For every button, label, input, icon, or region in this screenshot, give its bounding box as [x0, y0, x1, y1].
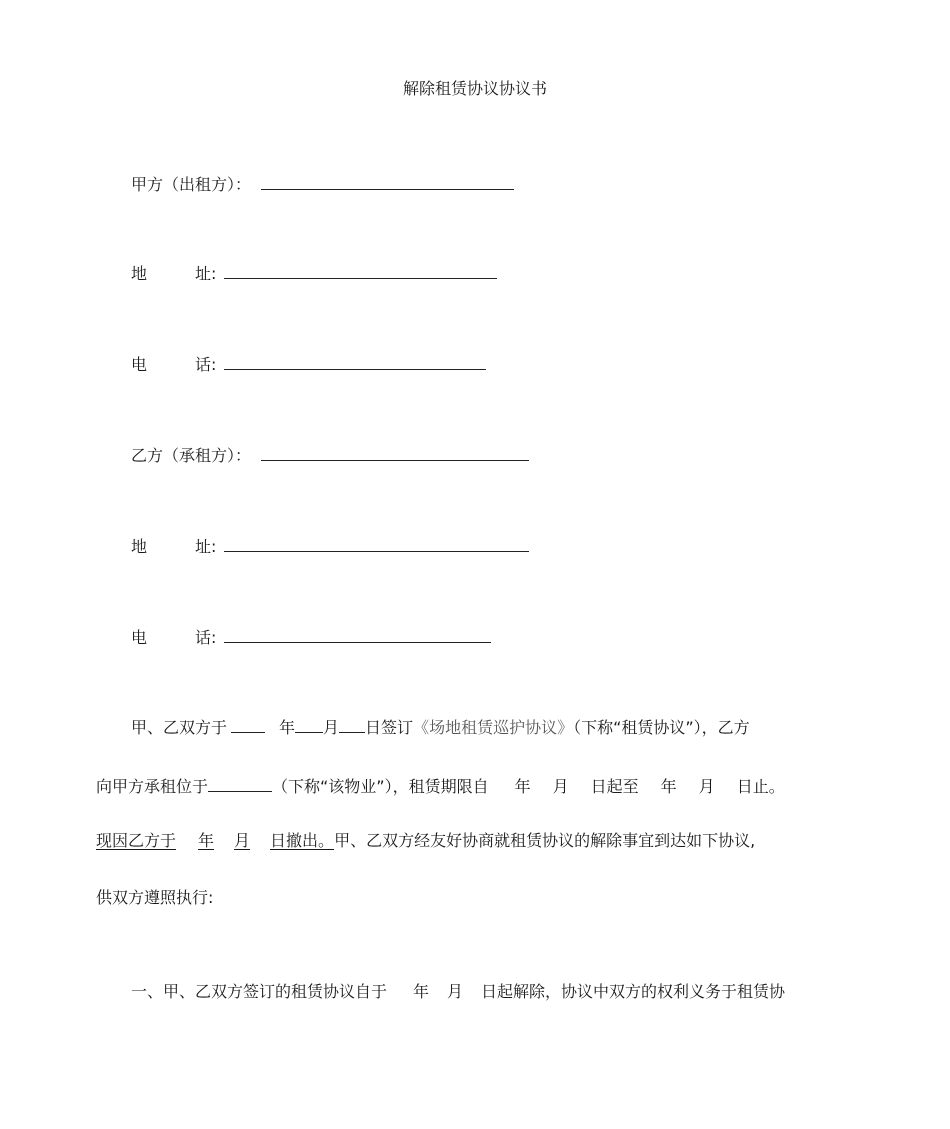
party-a-address-row — [131, 261, 497, 283]
paragraph-line-2 — [96, 774, 785, 796]
clause-text: 日起解除，协议中双方的权利义务于租赁协 — [481, 982, 786, 1001]
sign-month-blank[interactable] — [295, 715, 323, 733]
paragraph-line-4: 供双方遵照执行: — [96, 888, 214, 907]
month-label: 月 — [323, 718, 340, 737]
party-a-phone-blank[interactable] — [224, 352, 486, 370]
party-b-label: 乙方（承租方）： — [131, 446, 252, 465]
paragraph-text: 日签订 — [365, 718, 414, 737]
paragraph-text: 现因乙方于 — [96, 831, 177, 850]
party-b-phone-label: 电 — [131, 628, 148, 647]
month-label: 月 — [447, 982, 464, 1001]
clause-text: 一、甲、乙双方签订的租赁协议自于 — [131, 982, 388, 1001]
paragraph-text: 日起至 — [590, 777, 639, 796]
paragraph-text: 向甲方承租位于 — [96, 777, 209, 796]
party-a-phone-row — [131, 352, 486, 374]
party-a-address-blank[interactable] — [224, 261, 497, 279]
party-a-address-label-2: 址: — [195, 264, 217, 283]
paragraph-line-3 — [96, 830, 755, 852]
withdrawal-statement — [96, 831, 334, 850]
year-label: 年 — [198, 831, 215, 850]
paragraph-text: 日撤出。 — [270, 831, 335, 850]
party-b-phone-blank[interactable] — [224, 625, 491, 643]
year-label: 年 — [279, 718, 296, 737]
year-label: 年 — [514, 777, 531, 796]
party-b-phone-row — [131, 625, 491, 647]
party-b-address-label: 地 — [131, 537, 148, 556]
party-b-address-row — [131, 534, 529, 556]
party-a-label: 甲方（出租方）： — [131, 175, 252, 194]
party-b-blank[interactable] — [261, 443, 529, 461]
party-b-address-label-2: 址: — [195, 537, 217, 556]
paragraph-text: （下称“该物业”），租赁期限自 — [272, 777, 489, 796]
sign-day-blank[interactable] — [339, 715, 365, 733]
property-location-blank[interactable] — [208, 774, 272, 792]
month-label: 月 — [698, 777, 715, 796]
paragraph-text: 甲、乙双方于 — [131, 718, 228, 737]
sign-year-blank[interactable] — [231, 715, 265, 733]
party-a-phone-label: 电 — [131, 355, 148, 374]
clause-1 — [131, 981, 785, 1003]
party-a-blank[interactable] — [261, 172, 514, 190]
year-label: 年 — [413, 982, 430, 1001]
paragraph-text: 甲、乙双方经友好协商就租赁协议的解除事宜到达如下协议, — [334, 831, 756, 850]
paragraph-text: 日止。 — [736, 777, 785, 796]
party-a-address-label: 地 — [131, 264, 148, 283]
document-title: 解除租赁协议协议书 — [402, 79, 547, 98]
party-a-phone-label-2: 话: — [195, 355, 217, 374]
party-b-row — [131, 443, 529, 465]
year-label: 年 — [660, 777, 677, 796]
agreement-name: 《场地租赁巡护协议》 — [413, 718, 574, 737]
party-a-row — [131, 172, 514, 194]
party-b-address-blank[interactable] — [224, 534, 529, 552]
paragraph-text: （下称“租赁协议”），乙方 — [573, 718, 750, 737]
month-label: 月 — [552, 777, 569, 796]
month-label: 月 — [234, 831, 251, 850]
paragraph-line-1 — [131, 715, 750, 737]
party-b-phone-label-2: 话: — [195, 628, 217, 647]
